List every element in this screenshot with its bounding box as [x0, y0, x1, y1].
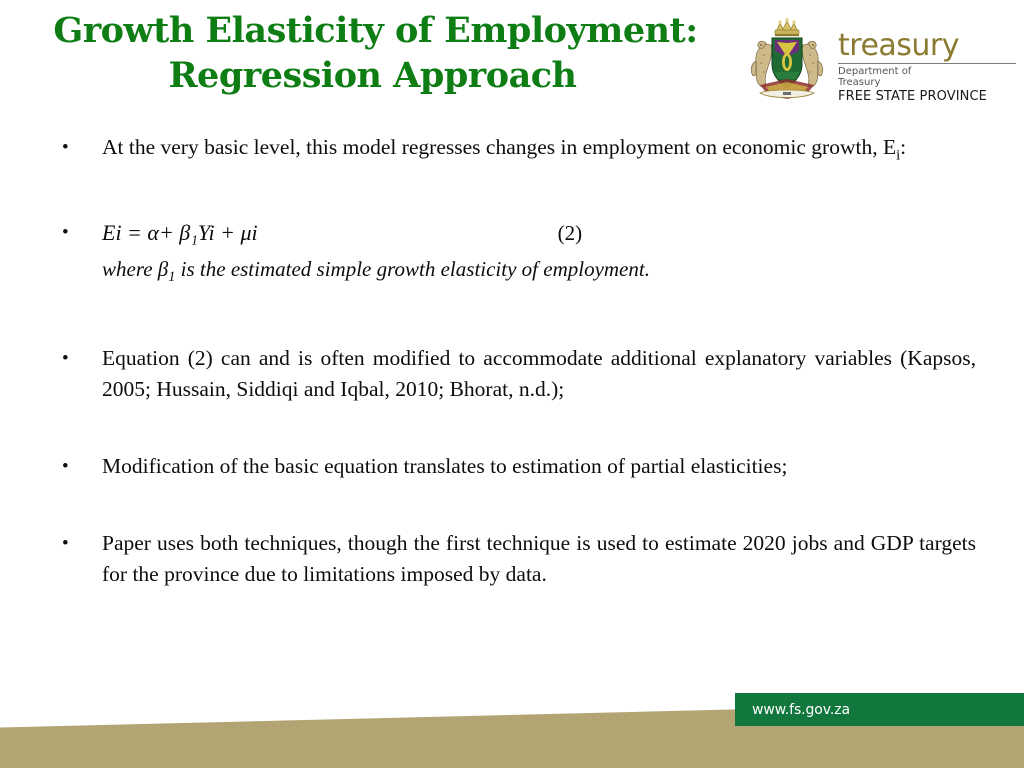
bullet-content — [102, 451, 976, 482]
bullet-marker: • — [62, 222, 69, 244]
bullet-item-5 — [56, 528, 976, 590]
coat-of-arms-icon — [744, 17, 830, 111]
equation-where-line — [102, 253, 976, 293]
bullet-item-4 — [56, 451, 976, 482]
equation-row — [102, 217, 976, 249]
logo-department-line-2: Treasury — [838, 77, 881, 88]
slide-footer — [0, 678, 1024, 768]
logo-divider — [838, 63, 1016, 64]
treasury-logo — [744, 14, 1016, 114]
spacer — [56, 405, 976, 451]
logo-department-line-1: Department of — [838, 66, 912, 77]
bullet-1-text — [102, 132, 976, 171]
bullet-item-1 — [56, 132, 976, 171]
bullet-marker: • — [62, 456, 69, 478]
bullet-4-text: Modification of the basic equation translates to estimation of partial elasticities; — [102, 454, 788, 479]
logo-province: FREE STATE PROVINCE — [838, 89, 987, 104]
bullet-3-text: Equation (2) can and is often modified to accommodate additional explanatory variables (Kapsos, 2005; Hussain, Siddiqi and Iqbal, 2010; Bhorat, n.d.); — [102, 346, 976, 402]
slide-title-line-2: Regression Approach — [168, 55, 577, 96]
bullet-item-3 — [56, 343, 976, 405]
bullet-content — [102, 528, 976, 590]
where-text-tail: is the estimated simple growth elasticity of employment. — [175, 257, 650, 282]
bullet-marker: • — [62, 137, 69, 158]
bullet-content — [102, 217, 976, 293]
equation-expression: Ei = α+ β₁Yi + μi — [102, 220, 258, 246]
bullet-5-text: Paper uses both techniques, though the first technique is used to estimate 2020 jobs and GDP targets for the province due to limitations imposed by data. — [102, 531, 976, 587]
footer-url: www.fs.gov.za — [752, 701, 850, 718]
bullet-content — [102, 343, 976, 405]
bullet-1-subscript: i — [896, 147, 901, 164]
treasury-wordmark: treasury — [838, 28, 960, 63]
equation-number: (2) — [557, 221, 583, 246]
slide-title — [0, 8, 745, 98]
bullet-content — [102, 132, 976, 171]
spacer — [56, 482, 976, 528]
slide-title-line-1: Growth Elasticity of Employment: — [53, 10, 698, 51]
bullet-marker: • — [62, 348, 69, 370]
treasury-wordmark-block — [838, 24, 1016, 104]
bullet-marker: • — [62, 533, 69, 555]
where-subscript: 1 — [168, 269, 176, 286]
bullet-1-text-tail: : — [900, 135, 907, 159]
footer-url-bar — [735, 693, 1024, 726]
bullet-1-text-main: At the very basic level, this model regresses changes in employment on economic growth, E — [102, 135, 897, 159]
spacer — [56, 171, 976, 217]
slide-body — [56, 132, 976, 590]
bullet-item-2 — [56, 217, 976, 293]
spacer — [56, 293, 976, 343]
where-text-main: where β — [102, 257, 169, 282]
